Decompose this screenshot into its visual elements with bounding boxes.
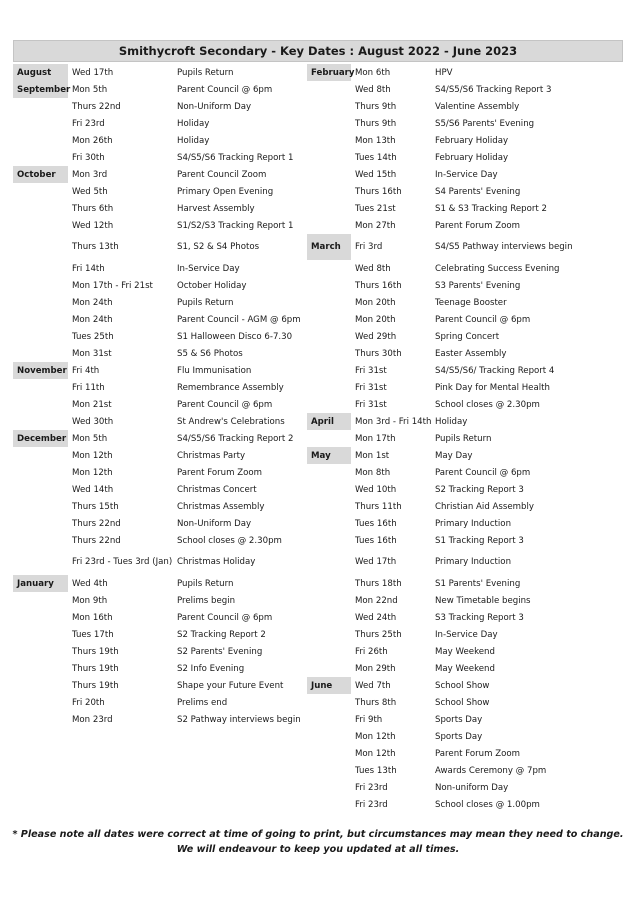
table-row — [307, 183, 623, 200]
date-cell: Mon 8th — [355, 467, 391, 478]
event-cell: Prelims end — [177, 697, 228, 708]
date-cell: Tues 14th — [355, 152, 397, 163]
table-row — [307, 379, 623, 396]
date-cell: Fri 4th — [72, 365, 100, 376]
table-row — [307, 762, 623, 779]
date-cell: Mon 1st — [355, 450, 390, 461]
date-cell: Thurs 16th — [355, 280, 402, 291]
table-row — [13, 345, 302, 362]
event-cell: Christmas Holiday — [177, 557, 256, 567]
table-row — [307, 660, 623, 677]
table-row — [307, 626, 623, 643]
table-row — [13, 200, 302, 217]
table-row — [307, 115, 623, 132]
table-row — [307, 779, 623, 796]
event-cell: St Andrew's Celebrations — [177, 416, 285, 427]
date-cell: Fri 30th — [72, 152, 105, 163]
event-cell: February Holiday — [435, 135, 509, 146]
table-row — [13, 515, 302, 532]
event-cell: S1 Halloween Disco 6-7.30 — [177, 331, 293, 342]
date-cell: Thurs 22nd — [72, 101, 121, 112]
date-cell: Mon 5th — [72, 433, 108, 444]
table-row — [307, 277, 623, 294]
date-cell: Wed 8th — [355, 84, 391, 95]
date-cell: Thurs 19th — [72, 680, 119, 691]
date-cell: Thurs 9th — [355, 101, 397, 112]
table-row — [13, 362, 302, 379]
date-cell: Thurs 13th — [72, 242, 119, 252]
event-cell: In-Service Day — [435, 629, 498, 640]
event-cell: October Holiday — [177, 280, 247, 291]
event-cell: S3 Tracking Report 3 — [435, 612, 524, 623]
date-cell: Mon 23rd — [72, 714, 113, 725]
date-cell: Thurs 22nd — [72, 535, 121, 546]
table-row — [307, 294, 623, 311]
event-cell: S1 Parents' Evening — [435, 578, 521, 589]
event-cell: Valentine Assembly — [435, 101, 520, 112]
event-cell: May Weekend — [435, 646, 495, 657]
date-cell: Thurs 11th — [355, 501, 402, 512]
month-cell: June — [307, 677, 351, 694]
table-row — [307, 413, 623, 430]
event-cell: Holiday — [435, 416, 468, 427]
date-cell: Wed 8th — [355, 263, 391, 274]
date-cell: Mon 12th — [72, 467, 113, 478]
event-cell: S2 Info Evening — [177, 663, 245, 674]
date-cell: Mon 17th - Fri 21st — [72, 280, 153, 291]
event-cell: S4/S5/S6 Tracking Report 3 — [435, 84, 552, 95]
table-row — [307, 592, 623, 609]
table-row — [13, 311, 302, 328]
date-cell: Mon 27th — [355, 220, 396, 231]
table-row — [13, 626, 302, 643]
event-cell: S1 Tracking Report 3 — [435, 535, 524, 546]
event-cell: S5/S6 Parents' Evening — [435, 118, 535, 129]
table-row — [307, 234, 623, 260]
date-cell: Mon 26th — [72, 135, 113, 146]
event-cell: School Show — [435, 697, 490, 708]
date-cell: Fri 23rd — [72, 118, 105, 129]
table-row — [307, 728, 623, 745]
event-cell: S1 & S3 Tracking Report 2 — [435, 203, 547, 214]
month-cell: August — [13, 64, 68, 81]
table-row — [307, 694, 623, 711]
event-cell: Parent Forum Zoom — [435, 748, 520, 759]
date-cell: Mon 3rd — [72, 169, 108, 180]
table-row — [13, 294, 302, 311]
event-cell: Holiday — [177, 135, 210, 146]
date-cell: Tues 17th — [72, 629, 114, 640]
table-row — [307, 549, 623, 575]
event-cell: Christmas Assembly — [177, 501, 265, 512]
event-cell: Non-Uniform Day — [177, 101, 252, 112]
table-row — [13, 609, 302, 626]
event-cell: School closes @ 2.30pm — [435, 399, 540, 410]
date-cell: Tues 16th — [355, 535, 397, 546]
table-row — [307, 447, 623, 464]
event-cell: HPV — [435, 67, 453, 78]
event-cell: Parent Forum Zoom — [435, 220, 520, 231]
table-row — [13, 234, 302, 260]
table-row — [13, 464, 302, 481]
event-cell: Easter Assembly — [435, 348, 507, 359]
table-row — [13, 575, 302, 592]
table-row — [13, 166, 302, 183]
table-row — [13, 277, 302, 294]
event-cell: Parent Council @ 6pm — [435, 467, 531, 478]
table-row — [13, 379, 302, 396]
month-cell: December — [13, 430, 68, 447]
date-cell: Mon 24th — [72, 314, 113, 325]
table-row — [13, 260, 302, 277]
date-cell: Mon 20th — [355, 297, 396, 308]
event-cell: New Timetable begins — [435, 595, 531, 606]
event-cell: S2 Tracking Report 3 — [435, 484, 524, 495]
date-cell: Wed 12th — [72, 220, 114, 231]
event-cell: Shape your Future Event — [177, 680, 284, 691]
footer-line-2: We will endeavour to keep you updated at all times. — [176, 844, 460, 855]
date-cell: Wed 29th — [355, 331, 397, 342]
event-cell: Christmas Concert — [177, 484, 257, 495]
table-row — [307, 575, 623, 592]
table-row — [307, 643, 623, 660]
date-cell: Mon 21st — [72, 399, 112, 410]
event-cell: S1, S2 & S4 Photos — [177, 242, 260, 252]
date-cell: Fri 31st — [355, 365, 387, 376]
date-cell: Fri 14th — [72, 263, 105, 274]
event-cell: In-Service Day — [177, 263, 240, 274]
table-row — [307, 345, 623, 362]
event-cell: S4/S5/S6 Tracking Report 1 — [177, 152, 294, 163]
date-cell: Thurs 19th — [72, 663, 119, 674]
event-cell: Sports Day — [435, 714, 483, 725]
event-cell: Holiday — [177, 118, 210, 129]
table-row — [13, 183, 302, 200]
date-cell: Fri 23rd - Tues 3rd (Jan) — [72, 557, 173, 567]
date-cell: Fri 31st — [355, 399, 387, 410]
event-cell: Parent Council @ 6pm — [435, 314, 531, 325]
month-cell: March — [307, 234, 351, 260]
table-row — [307, 64, 623, 81]
table-row — [307, 311, 623, 328]
date-cell: Mon 9th — [72, 595, 108, 606]
table-row — [307, 81, 623, 98]
month-cell: February — [307, 64, 351, 81]
date-cell: Fri 20th — [72, 697, 105, 708]
date-cell: Mon 13th — [355, 135, 396, 146]
event-cell: Christian Aid Assembly — [435, 501, 534, 512]
table-row — [307, 498, 623, 515]
date-cell: Wed 14th — [72, 484, 114, 495]
event-cell: Flu Immunisation — [177, 365, 252, 376]
event-cell: Christmas Party — [177, 450, 246, 461]
event-cell: May Day — [435, 450, 473, 461]
event-cell: S2 Tracking Report 2 — [177, 629, 266, 640]
date-cell: Fri 23rd — [355, 799, 388, 810]
event-cell: Non-Uniform Day — [177, 518, 252, 529]
table-row — [13, 677, 302, 694]
table-row — [307, 132, 623, 149]
dates-table — [13, 64, 623, 813]
date-cell: Mon 3rd - Fri 14th — [355, 416, 432, 427]
event-cell: Parent Council - AGM @ 6pm — [177, 314, 301, 325]
event-cell: S4/S5 Pathway interviews begin — [435, 242, 573, 252]
table-row — [307, 532, 623, 549]
event-cell: S1/S2/S3 Tracking Report 1 — [177, 220, 294, 231]
event-cell: Pink Day for Mental Health — [435, 382, 550, 393]
date-cell: Mon 31st — [72, 348, 112, 359]
date-cell: Mon 16th — [72, 612, 113, 623]
event-cell: Celebrating Success Evening — [435, 263, 560, 274]
date-cell: Wed 15th — [355, 169, 397, 180]
date-cell: Fri 31st — [355, 382, 387, 393]
event-cell: S4 Parents' Evening — [435, 186, 521, 197]
date-cell: Mon 6th — [355, 67, 391, 78]
event-cell: Teenage Booster — [435, 297, 507, 308]
date-cell: Fri 23rd — [355, 782, 388, 793]
event-cell: School Show — [435, 680, 490, 691]
month-cell: September — [13, 81, 68, 98]
date-cell: Wed 5th — [72, 186, 108, 197]
event-cell: Pupils Return — [177, 67, 234, 78]
table-row — [13, 413, 302, 430]
table-row — [307, 796, 623, 813]
table-row — [307, 677, 623, 694]
date-cell: Tues 16th — [355, 518, 397, 529]
table-row — [13, 396, 302, 413]
table-row — [307, 217, 623, 234]
month-cell: November — [13, 362, 68, 379]
date-cell: Wed 24th — [355, 612, 397, 623]
table-row — [307, 464, 623, 481]
date-cell: Tues 13th — [355, 765, 397, 776]
table-row — [307, 328, 623, 345]
table-row — [13, 592, 302, 609]
event-cell: Sports Day — [435, 731, 483, 742]
date-cell: Thurs 19th — [72, 646, 119, 657]
date-cell: Thurs 30th — [355, 348, 402, 359]
table-row — [13, 711, 302, 728]
event-cell: February Holiday — [435, 152, 509, 163]
table-row — [307, 711, 623, 728]
month-cell: October — [13, 166, 68, 183]
event-cell: S4/S5/S6/ Tracking Report 4 — [435, 365, 555, 376]
table-row — [307, 481, 623, 498]
table-row — [13, 64, 302, 81]
date-cell: Thurs 22nd — [72, 518, 121, 529]
date-cell: Thurs 8th — [355, 697, 397, 708]
event-cell: Parent Council @ 6pm — [177, 84, 273, 95]
date-cell: Wed 7th — [355, 680, 391, 691]
table-row — [13, 643, 302, 660]
table-row — [307, 200, 623, 217]
date-cell: Fri 26th — [355, 646, 388, 657]
date-cell: Tues 21st — [355, 203, 396, 214]
date-cell: Thurs 25th — [355, 629, 402, 640]
date-cell: Mon 12th — [355, 731, 396, 742]
month-cell: April — [307, 413, 351, 430]
event-cell: Prelims begin — [177, 595, 236, 606]
table-row — [13, 481, 302, 498]
table-row — [13, 430, 302, 447]
date-cell: Fri 11th — [72, 382, 105, 393]
event-cell: Primary Induction — [435, 557, 512, 567]
date-cell: Mon 20th — [355, 314, 396, 325]
date-cell: Mon 12th — [355, 748, 396, 759]
event-cell: Pupils Return — [435, 433, 492, 444]
table-row — [13, 217, 302, 234]
event-cell: Primary Induction — [435, 518, 512, 529]
date-cell: Wed 17th — [355, 557, 397, 567]
date-cell: Wed 30th — [72, 416, 114, 427]
right-column — [307, 64, 623, 813]
table-row — [13, 98, 302, 115]
date-cell: Mon 12th — [72, 450, 113, 461]
table-row — [13, 149, 302, 166]
event-cell: S5 & S6 Photos — [177, 348, 243, 359]
table-row — [13, 115, 302, 132]
table-row — [307, 149, 623, 166]
table-row — [307, 396, 623, 413]
table-row — [13, 694, 302, 711]
table-row — [13, 447, 302, 464]
event-cell: Parent Forum Zoom — [177, 467, 262, 478]
event-cell: Spring Concert — [435, 331, 500, 342]
table-row — [13, 81, 302, 98]
date-cell: Thurs 6th — [72, 203, 114, 214]
date-cell: Fri 3rd — [355, 242, 383, 252]
event-cell: Non-uniform Day — [435, 782, 509, 793]
table-row — [307, 515, 623, 532]
date-cell: Wed 17th — [72, 67, 114, 78]
month-cell: January — [13, 575, 68, 592]
event-cell: S4/S5/S6 Tracking Report 2 — [177, 433, 294, 444]
month-cell: May — [307, 447, 351, 464]
event-cell: In-Service Day — [435, 169, 498, 180]
event-cell: Awards Ceremony @ 7pm — [435, 765, 547, 776]
date-cell: Mon 22nd — [355, 595, 398, 606]
table-row — [13, 549, 302, 575]
table-row — [307, 430, 623, 447]
date-cell: Wed 10th — [355, 484, 397, 495]
date-cell: Mon 24th — [72, 297, 113, 308]
footer-note — [0, 827, 636, 857]
date-cell: Fri 9th — [355, 714, 383, 725]
event-cell: S2 Pathway interviews begin — [177, 714, 301, 725]
event-cell: Pupils Return — [177, 578, 234, 589]
event-cell: Pupils Return — [177, 297, 234, 308]
table-row — [13, 660, 302, 677]
event-cell: S2 Parents' Evening — [177, 646, 263, 657]
date-cell: Tues 25th — [72, 331, 114, 342]
event-cell: Remembrance Assembly — [177, 382, 284, 393]
event-cell: Harvest Assembly — [177, 203, 255, 214]
key-dates-sheet — [13, 40, 623, 813]
date-cell: Thurs 16th — [355, 186, 402, 197]
date-cell: Wed 4th — [72, 578, 108, 589]
table-row — [307, 98, 623, 115]
left-column — [13, 64, 302, 813]
event-cell: Parent Council @ 6pm — [177, 399, 273, 410]
date-cell: Mon 17th — [355, 433, 396, 444]
table-row — [13, 132, 302, 149]
event-cell: Primary Open Evening — [177, 186, 274, 197]
date-cell: Thurs 9th — [355, 118, 397, 129]
footer-line-1: * Please note all dates were correct at time of going to print, but circumstances may mean they need to change. — [12, 829, 624, 840]
table-row — [13, 498, 302, 515]
table-row — [307, 166, 623, 183]
date-cell: Thurs 15th — [72, 501, 119, 512]
table-row — [307, 362, 623, 379]
date-cell: Mon 29th — [355, 663, 396, 674]
table-row — [307, 745, 623, 762]
table-row — [307, 609, 623, 626]
page-title: Smithycroft Secondary - Key Dates : August 2022 - June 2023 — [13, 40, 623, 62]
event-cell: S3 Parents' Evening — [435, 280, 521, 291]
event-cell: School closes @ 2.30pm — [177, 535, 282, 546]
table-row — [307, 260, 623, 277]
event-cell: Parent Council @ 6pm — [177, 612, 273, 623]
date-cell: Mon 5th — [72, 84, 108, 95]
event-cell: May Weekend — [435, 663, 495, 674]
date-cell: Thurs 18th — [355, 578, 402, 589]
table-row — [13, 532, 302, 549]
event-cell: School closes @ 1.00pm — [435, 799, 540, 810]
event-cell: Parent Council Zoom — [177, 169, 267, 180]
table-row — [13, 328, 302, 345]
